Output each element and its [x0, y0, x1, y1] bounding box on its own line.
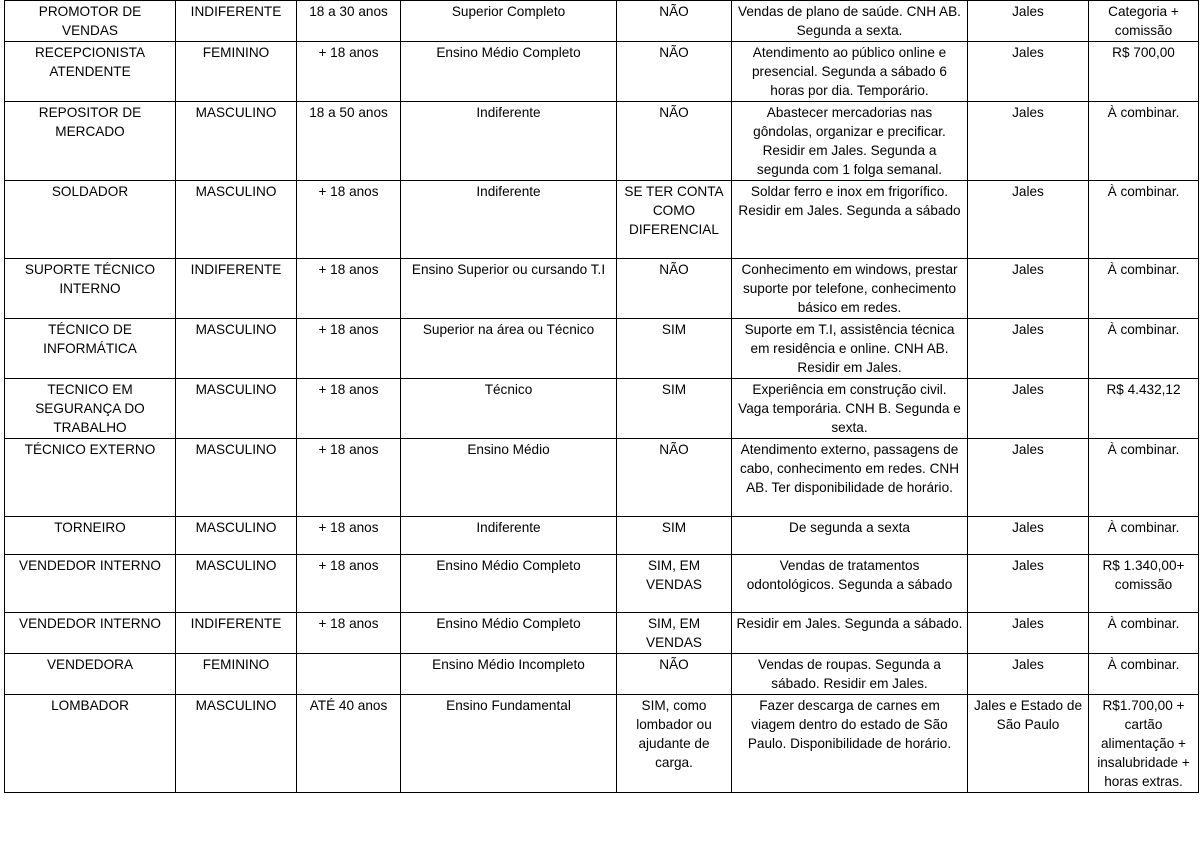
cell-escolaridade: Ensino Médio Completo	[401, 555, 617, 613]
table-row	[5, 555, 1199, 613]
cell-descricao: De segunda a sexta	[732, 517, 968, 555]
cell-salario: R$ 700,00	[1089, 42, 1199, 102]
cell-experiencia: NÃO	[617, 42, 732, 102]
cell-local: Jales	[968, 439, 1089, 517]
cell-experiencia: NÃO	[617, 259, 732, 319]
table-row	[5, 319, 1199, 379]
cell-sexo: MASCULINO	[176, 379, 297, 439]
cell-idade: + 18 anos	[297, 379, 401, 439]
cell-idade: + 18 anos	[297, 439, 401, 517]
table-row	[5, 42, 1199, 102]
cell-local: Jales	[968, 102, 1089, 181]
cell-cargo: TORNEIRO	[5, 517, 176, 555]
cell-cargo: RECEPCIONISTA ATENDENTE	[5, 42, 176, 102]
cell-cargo: LOMBADOR	[5, 695, 176, 793]
cell-sexo: MASCULINO	[176, 181, 297, 259]
cell-salario: À combinar.	[1089, 259, 1199, 319]
cell-salario: À combinar.	[1089, 439, 1199, 517]
cell-descricao: Atendimento externo, passagens de cabo, conhecimento em redes. CNH AB. Ter disponibilidade de horário.	[732, 439, 968, 517]
cell-cargo: VENDEDOR INTERNO	[5, 555, 176, 613]
cell-cargo: VENDEDORA	[5, 654, 176, 695]
cell-idade: + 18 anos	[297, 319, 401, 379]
cell-sexo: MASCULINO	[176, 517, 297, 555]
cell-salario: R$ 4.432,12	[1089, 379, 1199, 439]
cell-local: Jales	[968, 42, 1089, 102]
cell-salario: À combinar.	[1089, 319, 1199, 379]
cell-salario: À combinar.	[1089, 654, 1199, 695]
cell-sexo: INDIFERENTE	[176, 1, 297, 42]
cell-sexo: INDIFERENTE	[176, 259, 297, 319]
cell-idade: + 18 anos	[297, 517, 401, 555]
cell-salario: À combinar.	[1089, 517, 1199, 555]
cell-descricao: Vendas de plano de saúde. CNH AB. Segunda a sexta.	[732, 1, 968, 42]
cell-experiencia: NÃO	[617, 654, 732, 695]
cell-experiencia: NÃO	[617, 1, 732, 42]
cell-local: Jales	[968, 555, 1089, 613]
cell-cargo: TECNICO EM SEGURANÇA DO TRABALHO	[5, 379, 176, 439]
cell-sexo: INDIFERENTE	[176, 613, 297, 654]
table-row	[5, 181, 1199, 259]
cell-idade: + 18 anos	[297, 42, 401, 102]
cell-experiencia: SE TER CONTA COMO DIFERENCIAL	[617, 181, 732, 259]
cell-local: Jales	[968, 319, 1089, 379]
cell-salario: À combinar.	[1089, 181, 1199, 259]
cell-sexo: MASCULINO	[176, 695, 297, 793]
cell-local: Jales	[968, 613, 1089, 654]
cell-cargo: TÉCNICO DE INFORMÁTICA	[5, 319, 176, 379]
table-row	[5, 379, 1199, 439]
cell-local: Jales	[968, 517, 1089, 555]
table-row	[5, 695, 1199, 793]
cell-experiencia: SIM, EM VENDAS	[617, 555, 732, 613]
table-row	[5, 102, 1199, 181]
cell-descricao: Vendas de tratamentos odontológicos. Segunda a sábado	[732, 555, 968, 613]
cell-cargo: VENDEDOR INTERNO	[5, 613, 176, 654]
cell-idade: 18 a 30 anos	[297, 1, 401, 42]
cell-escolaridade: Ensino Fundamental	[401, 695, 617, 793]
table-row	[5, 654, 1199, 695]
table-row	[5, 613, 1199, 654]
cell-idade: 18 a 50 anos	[297, 102, 401, 181]
cell-salario: R$1.700,00 + cartão alimentação + insalubridade + horas extras.	[1089, 695, 1199, 793]
cell-experiencia: SIM, como lombador ou ajudante de carga.	[617, 695, 732, 793]
cell-sexo: MASCULINO	[176, 319, 297, 379]
cell-salario: À combinar.	[1089, 613, 1199, 654]
cell-escolaridade: Superior Completo	[401, 1, 617, 42]
cell-descricao: Abastecer mercadorias nas gôndolas, organizar e precificar. Residir em Jales. Segunda a segunda com 1 folga semanal.	[732, 102, 968, 181]
cell-experiencia: NÃO	[617, 102, 732, 181]
cell-escolaridade: Ensino Médio Incompleto	[401, 654, 617, 695]
cell-local: Jales	[968, 181, 1089, 259]
cell-sexo: MASCULINO	[176, 439, 297, 517]
cell-descricao: Conhecimento em windows, prestar suporte por telefone, conhecimento básico em redes.	[732, 259, 968, 319]
cell-descricao: Atendimento ao público online e presencial. Segunda a sábado 6 horas por dia. Temporário.	[732, 42, 968, 102]
cell-escolaridade: Superior na área ou Técnico	[401, 319, 617, 379]
cell-experiencia: SIM	[617, 379, 732, 439]
cell-descricao: Vendas de roupas. Segunda a sábado. Residir em Jales.	[732, 654, 968, 695]
cell-experiencia: NÃO	[617, 439, 732, 517]
cell-salario: Categoria + comissão	[1089, 1, 1199, 42]
cell-descricao: Experiência em construção civil. Vaga temporária. CNH B. Segunda e sexta.	[732, 379, 968, 439]
cell-experiencia: SIM	[617, 517, 732, 555]
cell-cargo: TÉCNICO EXTERNO	[5, 439, 176, 517]
cell-escolaridade: Ensino Médio	[401, 439, 617, 517]
cell-local: Jales e Estado de São Paulo	[968, 695, 1089, 793]
cell-descricao: Residir em Jales. Segunda a sábado.	[732, 613, 968, 654]
cell-local: Jales	[968, 259, 1089, 319]
cell-experiencia: SIM	[617, 319, 732, 379]
cell-escolaridade: Ensino Superior ou cursando T.I	[401, 259, 617, 319]
job-listings-table	[4, 0, 1199, 793]
table-row	[5, 439, 1199, 517]
cell-cargo: REPOSITOR DE MERCADO	[5, 102, 176, 181]
cell-local: Jales	[968, 654, 1089, 695]
cell-descricao: Fazer descarga de carnes em viagem dentro do estado de São Paulo. Disponibilidade de horário.	[732, 695, 968, 793]
cell-local: Jales	[968, 1, 1089, 42]
cell-idade: + 18 anos	[297, 613, 401, 654]
cell-cargo: SUPORTE TÉCNICO INTERNO	[5, 259, 176, 319]
cell-escolaridade: Ensino Médio Completo	[401, 42, 617, 102]
cell-idade: + 18 anos	[297, 555, 401, 613]
table-row	[5, 259, 1199, 319]
table-row	[5, 1, 1199, 42]
cell-cargo: SOLDADOR	[5, 181, 176, 259]
cell-idade: + 18 anos	[297, 181, 401, 259]
job-listings-body	[5, 1, 1199, 793]
table-row	[5, 517, 1199, 555]
cell-escolaridade: Ensino Médio Completo	[401, 613, 617, 654]
cell-escolaridade: Indiferente	[401, 517, 617, 555]
cell-experiencia: SIM, EM VENDAS	[617, 613, 732, 654]
cell-escolaridade: Indiferente	[401, 181, 617, 259]
cell-idade: + 18 anos	[297, 259, 401, 319]
cell-idade	[297, 654, 401, 695]
cell-salario: R$ 1.340,00+ comissão	[1089, 555, 1199, 613]
cell-escolaridade: Técnico	[401, 379, 617, 439]
cell-sexo: MASCULINO	[176, 555, 297, 613]
cell-sexo: FEMININO	[176, 42, 297, 102]
cell-descricao: Suporte em T.I, assistência técnica em residência e online. CNH AB. Residir em Jales.	[732, 319, 968, 379]
cell-descricao: Soldar ferro e inox em frigorífico. Residir em Jales. Segunda a sábado	[732, 181, 968, 259]
cell-cargo: PROMOTOR DE VENDAS	[5, 1, 176, 42]
cell-local: Jales	[968, 379, 1089, 439]
cell-sexo: FEMININO	[176, 654, 297, 695]
cell-salario: À combinar.	[1089, 102, 1199, 181]
cell-idade: ATÉ 40 anos	[297, 695, 401, 793]
cell-sexo: MASCULINO	[176, 102, 297, 181]
cell-escolaridade: Indiferente	[401, 102, 617, 181]
